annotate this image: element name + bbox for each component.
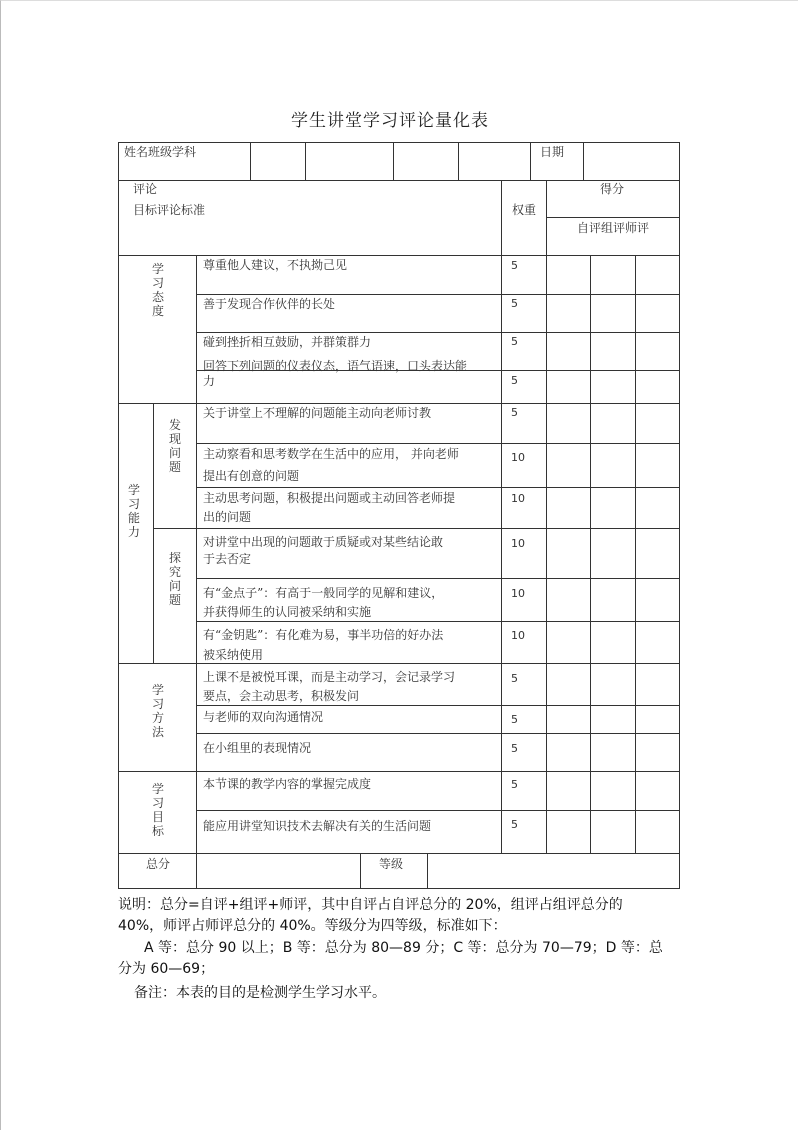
criterion-12: 与老师的双向沟通情况 bbox=[203, 710, 324, 724]
section-goal: 学习目标 bbox=[151, 782, 164, 838]
criterion-11: 上课不是被悦耳课，而是主动学习，会记录学习 bbox=[203, 670, 456, 684]
criterion-4: 回答下列问题的仪表仪态，语气语速，口头表达能 bbox=[203, 359, 468, 373]
weight-12: 5 bbox=[511, 713, 518, 726]
weight-3: 5 bbox=[511, 335, 518, 348]
criterion-10-cont: 被采纳使用 bbox=[203, 648, 264, 662]
criterion-6-cont: 提出有创意的问题 bbox=[203, 469, 300, 483]
weight-9: 10 bbox=[511, 587, 525, 600]
score-subheader: 自评组评师评 bbox=[577, 221, 650, 235]
criterion-6: 主动察看和思考数学在生活中的应用， 并向老师 bbox=[203, 447, 459, 461]
criterion-15: 能应用讲堂知识技术去解决有关的生活问题 bbox=[203, 819, 432, 833]
criterion-1: 尊重他人建议，不执拗己见 bbox=[203, 258, 348, 272]
criterion-3: 碰到挫折相互鼓励，并群策群力 bbox=[203, 335, 372, 349]
section-ability: 学习能力 bbox=[127, 483, 140, 539]
weight-header: 权重 bbox=[512, 203, 537, 217]
section-method: 学习方法 bbox=[151, 683, 164, 739]
criterion-13: 在小组里的表现情况 bbox=[203, 741, 312, 755]
weight-14: 5 bbox=[511, 778, 518, 791]
criterion-4-cont: 力 bbox=[203, 374, 216, 388]
score-header: 得分 bbox=[600, 182, 625, 196]
note-line-1: 说明：总分=自评+组评+师评，其中自评占自评总分的 20%，组评占组评总分的 bbox=[118, 897, 623, 913]
criterion-8: 对讲堂中出现的问题敢于质疑或对某些结论敢 bbox=[203, 535, 444, 549]
criterion-7-cont: 出的问题 bbox=[203, 510, 252, 524]
weight-11: 5 bbox=[511, 672, 518, 685]
criteria-header-b: 目标评论标准 bbox=[133, 203, 206, 217]
section-discover: 发现问题 bbox=[168, 418, 181, 474]
criterion-11-cont: 要点，会主动思考，积极发问 bbox=[203, 689, 360, 703]
criteria-header-a: 评论 bbox=[133, 182, 158, 196]
criterion-2: 善于发现合作伙伴的长处 bbox=[203, 297, 336, 311]
criterion-7: 主动思考问题，积极提出问题或主动回答老师提 bbox=[203, 491, 456, 505]
criterion-9: 有“金点子”：有高于一般同学的见解和建议， bbox=[203, 586, 444, 600]
date-label: 日期 bbox=[540, 145, 565, 159]
page-title: 学生讲堂学习评论量化表 bbox=[291, 111, 489, 131]
weight-5: 5 bbox=[511, 406, 518, 419]
weight-2: 5 bbox=[511, 297, 518, 310]
weight-7: 10 bbox=[511, 492, 525, 505]
weight-15: 5 bbox=[511, 818, 518, 831]
criterion-5: 关于讲堂上不理解的问题能主动向老师讨教 bbox=[203, 406, 432, 420]
note-line-2: 40%，师评占师评总分的 40%。等级分为四等级，标准如下： bbox=[118, 918, 507, 934]
weight-10: 10 bbox=[511, 629, 525, 642]
total-label: 总分 bbox=[146, 857, 171, 871]
criterion-9-cont: 并获得师生的认同被采纳和实施 bbox=[203, 605, 372, 619]
criterion-14: 本节课的教学内容的掌握完成度 bbox=[203, 777, 372, 791]
weight-6: 10 bbox=[511, 451, 525, 464]
note-line-5: 备注：本表的目的是检测学生学习水平。 bbox=[134, 985, 386, 1001]
criterion-8-cont: 于去否定 bbox=[203, 552, 252, 566]
section-explore: 探究问题 bbox=[168, 551, 181, 607]
note-line-3: A 等：总分 90 以上；B 等：总分为 80—89 分；C 等：总分为 70—79；D 等：总 bbox=[144, 940, 663, 956]
section-attitude: 学习态度 bbox=[151, 262, 164, 318]
weight-13: 5 bbox=[511, 742, 518, 755]
criterion-10: 有“金钥匙”：有化难为易，事半功倍的好办法 bbox=[203, 628, 444, 642]
weight-4: 5 bbox=[511, 374, 518, 387]
weight-8: 10 bbox=[511, 537, 525, 550]
name-class-subject-label: 姓名班级学科 bbox=[124, 145, 197, 159]
weight-1: 5 bbox=[511, 259, 518, 272]
note-line-4: 分为 60—69； bbox=[118, 961, 215, 977]
grade-label: 等级 bbox=[379, 857, 404, 871]
